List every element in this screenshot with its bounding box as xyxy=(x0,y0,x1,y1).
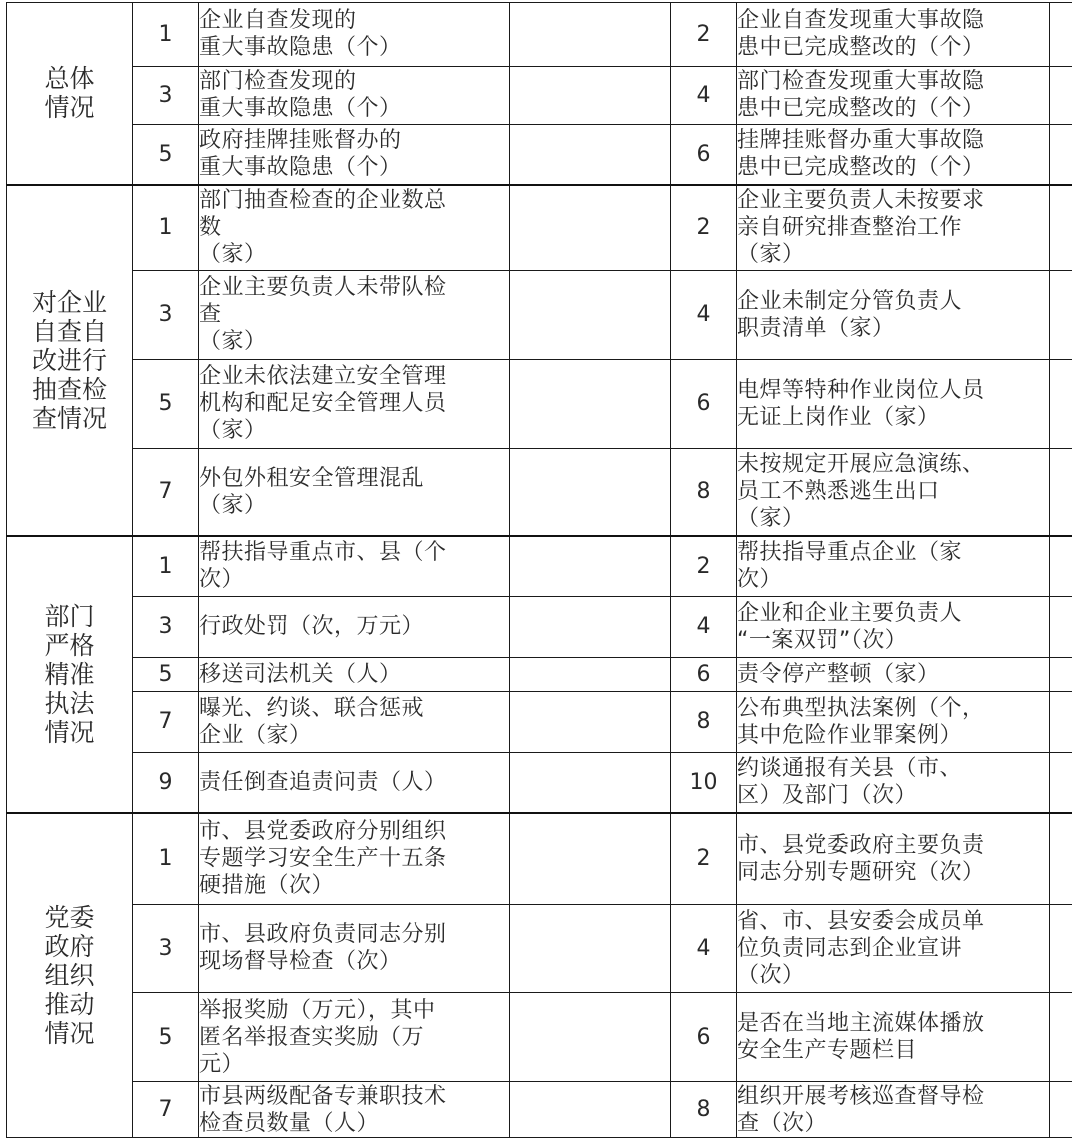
value-cell[interactable] xyxy=(510,993,671,1082)
item-number: 10 xyxy=(671,752,737,813)
item-label: 公布典型执法案例（个， 其中危险作业罪案例） xyxy=(737,692,1050,753)
item-label: 市、县政府负责同志分别 现场督导检查（次） xyxy=(199,904,510,992)
item-label: 挂牌挂账督办重大事故隐 患中已完成整改的（个） xyxy=(737,124,1050,185)
item-number: 7 xyxy=(133,448,199,535)
item-number: 4 xyxy=(671,66,737,124)
value-cell[interactable] xyxy=(1050,66,1072,124)
item-label: 帮扶指导重点市、县（个 次） xyxy=(199,536,510,597)
item-label: 责任倒查追责问责（人） xyxy=(199,752,510,813)
item-label: 省、市、县安委会成员单 位负责同志到企业宣讲 （次） xyxy=(737,904,1050,992)
item-label: 市县两级配备专兼职技术 检查员数量（人） xyxy=(199,1082,510,1138)
item-number: 5 xyxy=(133,359,199,448)
item-number: 1 xyxy=(133,536,199,597)
item-label: 市、县党委政府分别组织 专题学习安全生产十五条 硬措施（次） xyxy=(199,813,510,904)
item-number: 7 xyxy=(133,692,199,753)
value-cell[interactable] xyxy=(1050,270,1072,359)
value-cell[interactable] xyxy=(1050,124,1072,185)
value-cell[interactable] xyxy=(1050,993,1072,1082)
item-label: 市、县党委政府主要负责 同志分别专题研究（次） xyxy=(737,813,1050,904)
item-label: 企业和企业主要负责人 “一案双罚”（次） xyxy=(737,596,1050,657)
item-label: 组织开展考核巡查督导检 查（次） xyxy=(737,1082,1050,1138)
item-label: 外包外租安全管理混乱 （家） xyxy=(199,448,510,535)
value-cell[interactable] xyxy=(510,657,671,691)
item-number: 2 xyxy=(671,185,737,270)
item-label: 帮扶指导重点企业（家 次） xyxy=(737,536,1050,597)
item-label: 部门抽查检查的企业数总 数 （家） xyxy=(199,185,510,270)
item-number: 6 xyxy=(671,993,737,1082)
item-number: 1 xyxy=(133,3,199,67)
item-number: 3 xyxy=(133,596,199,657)
value-cell[interactable] xyxy=(510,904,671,992)
item-label: 举报奖励（万元），其中 匿名举报查实奖励（万 元） xyxy=(199,993,510,1082)
item-number: 2 xyxy=(671,536,737,597)
item-number: 9 xyxy=(133,752,199,813)
item-label: 部门检查发现的 重大事故隐患（个） xyxy=(199,66,510,124)
value-cell[interactable] xyxy=(1050,813,1072,904)
item-number: 5 xyxy=(133,124,199,185)
item-label: 部门检查发现重大事故隐 患中已完成整改的（个） xyxy=(737,66,1050,124)
value-cell[interactable] xyxy=(510,270,671,359)
item-number: 4 xyxy=(671,270,737,359)
item-label: 企业未依法建立安全管理 机构和配足安全管理人员 （家） xyxy=(199,359,510,448)
section-title-spot-check: 对企业 自查自 改进行 抽查检 查情况 xyxy=(7,185,133,536)
item-number: 3 xyxy=(133,66,199,124)
item-number: 8 xyxy=(671,692,737,753)
value-cell[interactable] xyxy=(510,752,671,813)
item-number: 3 xyxy=(133,904,199,992)
item-number: 5 xyxy=(133,657,199,691)
value-cell[interactable] xyxy=(510,359,671,448)
item-label: 移送司法机关（人） xyxy=(199,657,510,691)
value-cell[interactable] xyxy=(1050,448,1072,535)
value-cell[interactable] xyxy=(1050,185,1072,270)
item-label: 未按规定开展应急演练、 员工不熟悉逃生出口 （家） xyxy=(737,448,1050,535)
item-label: 曝光、约谈、联合惩戒 企业（家） xyxy=(199,692,510,753)
item-number: 2 xyxy=(671,813,737,904)
value-cell[interactable] xyxy=(1050,752,1072,813)
value-cell[interactable] xyxy=(1050,692,1072,753)
item-label: 约谈通报有关县（市、 区）及部门（次） xyxy=(737,752,1050,813)
item-number: 8 xyxy=(671,448,737,535)
item-label: 电焊等特种作业岗位人员 无证上岗作业（家） xyxy=(737,359,1050,448)
item-number: 5 xyxy=(133,993,199,1082)
item-label: 政府挂牌挂账督办的 重大事故隐患（个） xyxy=(199,124,510,185)
item-label: 企业主要负责人未按要求 亲自研究排查整治工作 （家） xyxy=(737,185,1050,270)
section-title-enforcement: 部门 严格 精准 执法 情况 xyxy=(7,536,133,814)
value-cell[interactable] xyxy=(510,448,671,535)
item-label: 企业自查发现的 重大事故隐患（个） xyxy=(199,3,510,67)
item-label: 行政处罚（次，万元） xyxy=(199,596,510,657)
item-label: 企业自查发现重大事故隐 患中已完成整改的（个） xyxy=(737,3,1050,67)
item-number: 6 xyxy=(671,657,737,691)
item-number: 8 xyxy=(671,1082,737,1138)
item-label: 企业主要负责人未带队检 查 （家） xyxy=(199,270,510,359)
item-number: 6 xyxy=(671,124,737,185)
item-number: 4 xyxy=(671,904,737,992)
item-number: 7 xyxy=(133,1082,199,1138)
value-cell[interactable] xyxy=(1050,536,1072,597)
item-number: 3 xyxy=(133,270,199,359)
value-cell[interactable] xyxy=(1050,904,1072,992)
value-cell[interactable] xyxy=(1050,359,1072,448)
section-title-overall: 总体 情况 xyxy=(7,3,133,185)
value-cell[interactable] xyxy=(1050,657,1072,691)
value-cell[interactable] xyxy=(1050,3,1072,67)
value-cell[interactable] xyxy=(510,692,671,753)
statistics-table xyxy=(6,2,1072,1138)
value-cell[interactable] xyxy=(510,3,671,67)
value-cell[interactable] xyxy=(1050,1082,1072,1138)
item-number: 1 xyxy=(133,185,199,270)
item-number: 6 xyxy=(671,359,737,448)
item-label: 企业未制定分管负责人 职责清单（家） xyxy=(737,270,1050,359)
item-number: 1 xyxy=(133,813,199,904)
item-number: 4 xyxy=(671,596,737,657)
item-number: 2 xyxy=(671,3,737,67)
value-cell[interactable] xyxy=(510,1082,671,1138)
item-label: 责令停产整顿（家） xyxy=(737,657,1050,691)
value-cell[interactable] xyxy=(510,536,671,597)
value-cell[interactable] xyxy=(510,124,671,185)
item-label: 是否在当地主流媒体播放 安全生产专题栏目 xyxy=(737,993,1050,1082)
value-cell[interactable] xyxy=(1050,596,1072,657)
value-cell[interactable] xyxy=(510,66,671,124)
section-title-party-government: 党委 政府 组织 推动 情况 xyxy=(7,813,133,1137)
value-cell[interactable] xyxy=(510,185,671,270)
value-cell[interactable] xyxy=(510,596,671,657)
value-cell[interactable] xyxy=(510,813,671,904)
